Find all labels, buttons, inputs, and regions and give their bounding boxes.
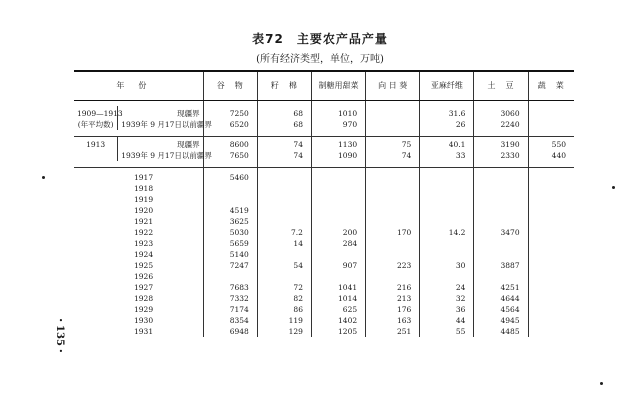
- sunflower-cell: [366, 238, 420, 249]
- beet-cell: [311, 216, 365, 227]
- beet-cell: 907: [311, 260, 365, 271]
- sunflower-cell: [366, 216, 420, 227]
- table-title: 表72 主要农产品产量: [252, 32, 388, 46]
- flax-cell: 24: [420, 282, 474, 293]
- vegetables-cell: [528, 205, 574, 216]
- potato-cell: 3887: [474, 260, 528, 271]
- grain-cell: 7650: [203, 150, 257, 161]
- table-row: [74, 282, 574, 293]
- year-cell: 1925: [134, 260, 154, 270]
- beet-cell: 1205: [311, 326, 365, 337]
- vegetables-cell: [528, 326, 574, 337]
- potato-cell: 3190: [474, 137, 528, 151]
- grain-cell: [203, 194, 257, 205]
- sunflower-cell: [366, 106, 420, 119]
- cotton-cell: 14: [257, 238, 311, 249]
- flax-cell: 31.6: [420, 106, 474, 119]
- table-row: [74, 205, 574, 216]
- table-row: [74, 119, 574, 130]
- flax-cell: 40.1: [420, 137, 474, 151]
- potato-cell: 3060: [474, 106, 528, 119]
- sunflower-cell: 75: [366, 137, 420, 151]
- beet-cell: 1402: [311, 315, 365, 326]
- potato-cell: 4564: [474, 304, 528, 315]
- year-cell: 1929: [134, 304, 154, 314]
- table-row: [74, 326, 574, 337]
- year-cell: 1927: [134, 282, 154, 292]
- grain-cell: 6520: [203, 119, 257, 130]
- beet-cell: 1130: [311, 137, 365, 151]
- table-row: [74, 260, 574, 271]
- flax-cell: [420, 238, 474, 249]
- cotton-cell: [257, 194, 311, 205]
- flax-cell: [420, 194, 474, 205]
- table-row: [74, 106, 574, 119]
- sunflower-cell: 251: [366, 326, 420, 337]
- year-cell: 1923: [134, 238, 154, 248]
- flax-cell: 26: [420, 119, 474, 130]
- vegetables-cell: [528, 282, 574, 293]
- flax-cell: 14.2: [420, 227, 474, 238]
- table-row: [74, 194, 574, 205]
- print-dot: [600, 382, 603, 385]
- page-number: ・135・: [53, 315, 65, 356]
- boundary-label: 现疆界: [118, 137, 203, 151]
- grain-cell: [203, 271, 257, 282]
- year-cell: 1913: [86, 139, 106, 149]
- beet-cell: 284: [311, 238, 365, 249]
- potato-cell: 4945: [474, 315, 528, 326]
- cotton-cell: 72: [257, 282, 311, 293]
- potato-cell: [474, 205, 528, 216]
- cotton-cell: [257, 183, 311, 194]
- sunflower-cell: 213: [366, 293, 420, 304]
- flax-cell: [420, 183, 474, 194]
- cotton-cell: 54: [257, 260, 311, 271]
- vegetables-cell: [528, 293, 574, 304]
- year-cell: (年平均数): [77, 119, 114, 129]
- potato-cell: 4485: [474, 326, 528, 337]
- table-row: [74, 183, 574, 194]
- grain-cell: 7250: [203, 106, 257, 119]
- flax-cell: [420, 172, 474, 183]
- grain-cell: 5659: [203, 238, 257, 249]
- sunflower-cell: [366, 194, 420, 205]
- sunflower-cell: [366, 172, 420, 183]
- grain-cell: 6948: [203, 326, 257, 337]
- cotton-cell: 82: [257, 293, 311, 304]
- year-cell: 1930: [134, 315, 154, 325]
- vegetables-cell: 440: [528, 150, 574, 161]
- table-row: [74, 227, 574, 238]
- vegetables-cell: [528, 238, 574, 249]
- grain-cell: 3625: [203, 216, 257, 227]
- table-row: [74, 216, 574, 227]
- vegetables-cell: [528, 194, 574, 205]
- table-row: [74, 150, 574, 161]
- flax-cell: 32: [420, 293, 474, 304]
- vegetables-cell: [528, 304, 574, 315]
- table-row: [74, 304, 574, 315]
- vegetables-cell: [528, 183, 574, 194]
- flax-cell: [420, 216, 474, 227]
- table-row: [74, 172, 574, 183]
- table-row: [74, 293, 574, 304]
- potato-cell: [474, 183, 528, 194]
- sunflower-cell: 74: [366, 150, 420, 161]
- vegetables-cell: [528, 172, 574, 183]
- vegetables-cell: [528, 216, 574, 227]
- production-table: [74, 70, 574, 337]
- sunflower-cell: 170: [366, 227, 420, 238]
- year-cell: 1924: [134, 249, 154, 259]
- flax-cell: 36: [420, 304, 474, 315]
- cotton-cell: [257, 271, 311, 282]
- cotton-cell: 129: [257, 326, 311, 337]
- cotton-cell: 74: [257, 150, 311, 161]
- sunflower-cell: 163: [366, 315, 420, 326]
- grain-cell: 8600: [203, 137, 257, 151]
- potato-cell: [474, 271, 528, 282]
- grain-cell: 4519: [203, 205, 257, 216]
- vegetables-cell: [528, 106, 574, 119]
- flax-cell: [420, 271, 474, 282]
- beet-cell: 1010: [311, 106, 365, 119]
- vegetables-cell: [528, 249, 574, 260]
- header-vegetables: 蔬 菜: [528, 71, 574, 101]
- vegetables-cell: [528, 271, 574, 282]
- year-cell: 1920: [134, 205, 154, 215]
- beet-cell: 1041: [311, 282, 365, 293]
- cotton-cell: 74: [257, 137, 311, 151]
- potato-cell: 2330: [474, 150, 528, 161]
- table-row: [74, 315, 574, 326]
- cotton-cell: 119: [257, 315, 311, 326]
- cotton-cell: 68: [257, 106, 311, 119]
- flax-cell: 55: [420, 326, 474, 337]
- vegetables-cell: 550: [528, 137, 574, 151]
- beet-cell: 1014: [311, 293, 365, 304]
- year-cell: 1921: [134, 216, 154, 226]
- grain-cell: 5140: [203, 249, 257, 260]
- grain-cell: 5460: [203, 172, 257, 183]
- beet-cell: [311, 183, 365, 194]
- grain-cell: 7247: [203, 260, 257, 271]
- table-row: [74, 238, 574, 249]
- year-cell: 1919: [134, 194, 154, 204]
- grain-cell: 7332: [203, 293, 257, 304]
- cotton-cell: [257, 205, 311, 216]
- year-cell: 1931: [134, 326, 154, 336]
- year-cell: [74, 150, 118, 161]
- cotton-cell: 68: [257, 119, 311, 130]
- vegetables-cell: [528, 227, 574, 238]
- boundary-label: 现疆界: [118, 106, 203, 119]
- sunflower-cell: [366, 119, 420, 130]
- print-dot: [612, 186, 615, 189]
- potato-cell: [474, 216, 528, 227]
- potato-cell: 4251: [474, 282, 528, 293]
- year-cell: 1922: [134, 227, 154, 237]
- header-grain: 谷 物: [203, 71, 257, 101]
- cotton-cell: 7.2: [257, 227, 311, 238]
- potato-cell: [474, 238, 528, 249]
- potato-cell: [474, 172, 528, 183]
- sunflower-cell: [366, 183, 420, 194]
- year-cell: 1926: [134, 271, 154, 281]
- beet-cell: 625: [311, 304, 365, 315]
- grain-cell: 5030: [203, 227, 257, 238]
- beet-cell: 200: [311, 227, 365, 238]
- sunflower-cell: [366, 271, 420, 282]
- header-row: [74, 71, 574, 101]
- header-year-b: 份: [138, 81, 161, 90]
- potato-cell: [474, 249, 528, 260]
- beet-cell: [311, 271, 365, 282]
- print-dot: [42, 176, 45, 179]
- boundary-label: 1939年 9 月17日以前疆界: [118, 150, 203, 161]
- table-row: [74, 137, 574, 151]
- flax-cell: 30: [420, 260, 474, 271]
- sunflower-cell: [366, 249, 420, 260]
- header-cotton: 籽 棉: [257, 71, 311, 101]
- grain-cell: 8354: [203, 315, 257, 326]
- cotton-cell: [257, 172, 311, 183]
- header-sunflower: 向 日 葵: [366, 71, 420, 101]
- vegetables-cell: [528, 315, 574, 326]
- header-potato: 土 豆: [474, 71, 528, 101]
- beet-cell: [311, 194, 365, 205]
- table-subtitle: (所有经济类型，单位，万吨): [256, 54, 384, 65]
- sunflower-cell: [366, 205, 420, 216]
- beet-cell: 1090: [311, 150, 365, 161]
- cotton-cell: 86: [257, 304, 311, 315]
- header-flax: 亚麻纤维: [420, 71, 474, 101]
- boundary-label: 1939年 9 月17日以前疆界: [118, 119, 203, 130]
- potato-cell: 2240: [474, 119, 528, 130]
- cotton-cell: [257, 216, 311, 227]
- flax-cell: [420, 249, 474, 260]
- grain-cell: 7683: [203, 282, 257, 293]
- year-cell: 1918: [134, 183, 154, 193]
- flax-cell: 44: [420, 315, 474, 326]
- sunflower-cell: 176: [366, 304, 420, 315]
- cotton-cell: [257, 249, 311, 260]
- potato-cell: [474, 194, 528, 205]
- potato-cell: 4644: [474, 293, 528, 304]
- header-beet: 制糖用甜菜: [311, 71, 365, 101]
- flax-cell: [420, 205, 474, 216]
- beet-cell: [311, 205, 365, 216]
- year-cell: 1917: [134, 172, 154, 182]
- table-row: [74, 271, 574, 282]
- vegetables-cell: [528, 260, 574, 271]
- flax-cell: 33: [420, 150, 474, 161]
- header-year: [74, 71, 203, 101]
- vegetables-cell: [528, 119, 574, 130]
- beet-cell: 970: [311, 119, 365, 130]
- year-cell: 1909—1913: [77, 108, 123, 118]
- beet-cell: [311, 172, 365, 183]
- beet-cell: [311, 249, 365, 260]
- potato-cell: 3470: [474, 227, 528, 238]
- grain-cell: 7174: [203, 304, 257, 315]
- header-year-a: 年: [116, 81, 139, 90]
- grain-cell: [203, 183, 257, 194]
- table-row: [74, 249, 574, 260]
- year-cell: 1928: [134, 293, 154, 303]
- sunflower-cell: 216: [366, 282, 420, 293]
- sunflower-cell: 223: [366, 260, 420, 271]
